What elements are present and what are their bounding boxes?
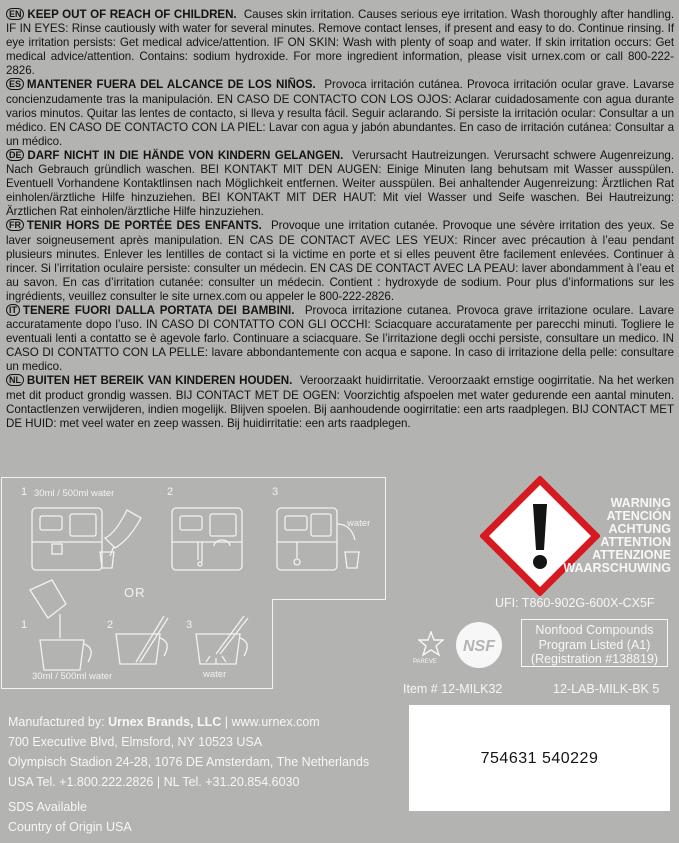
lang-badge-es: ES [6,78,24,90]
warning-heading: KEEP OUT OF REACH OF CHILDREN. [27,8,237,21]
manufacturer-prefix: Manufactured by: [8,715,109,729]
panel-frame-bottom [1,688,272,689]
step-1-label: 30ml / 500ml water [34,488,115,499]
warning-it [6,304,674,374]
machine-step-2-icon [170,500,250,580]
signal-word: WAARSCHUWING [563,560,671,575]
lang-badge-nl: NL [6,374,24,386]
pitcher-step-1-icon [28,578,108,673]
barcode-number: 754631 540229 [480,750,599,767]
barcode-area [409,705,670,811]
machine-step-1-icon [30,500,150,580]
step-3-label: water [347,518,371,529]
or-label: OR [124,585,146,600]
ufi-code: UFI: T860-902G-600X-CX5F [495,596,655,610]
warning-fr [6,219,674,304]
nonfood-line: Nonfood Compounds [535,623,654,637]
signal-word: ACHTUNG [608,521,671,536]
manufacturer-name: Urnex Brands, LLC [108,715,222,729]
manufacturer-line [8,712,369,732]
signal-words [563,497,671,574]
nsf-logo-icon [454,620,504,670]
manufacturer-info [8,712,369,792]
pitcher-step-3-icon [190,612,265,672]
lang-badge-de: DE [6,149,24,161]
pareve-star-icon [418,631,444,657]
warning-en [6,8,674,78]
signal-word: ATTENZIONE [592,547,671,562]
signal-word: WARNING [610,496,671,510]
address-us: 700 Executive Blvd, Elmsford, NY 10523 USA [8,735,263,749]
pareve-label: PAREVE [413,659,437,665]
machine-step-3-icon [275,500,370,580]
panel-frame-step [272,599,273,689]
warning-text-section [6,8,674,431]
warning-body: Causes skin irritation. Causes serious eye irritation. Wash thoroughly after handling. IF IN EYES: Rinse cautiously with water for several minutes. Remove contact lenses, if present and easy to do. Continue rinsing. If eye irritation persists: Get medical advice/attention. IF ON SKIN: Wash with plenty of soap and water. If skin irritation occurs: Get medical advice/attention. Contains: sodium hydroxide. For more ingredient information, please visit urnex.com or call 800-222-2826. [6,8,675,78]
item-number: Item # 12-MILK32 [403,682,503,696]
warning-heading: TENERE FUORI DALLA PORTATA DEI BAMBINI. [22,303,295,317]
alt-step-3-label: water [203,669,227,680]
warning-de [6,149,674,219]
warning-heading: DARF NICHT IN DIE HÄNDE VON KINDERN GELANGEN. [27,148,344,162]
nonfood-line: Program Listed (A1) [538,637,651,652]
lang-badge-en: EN [6,8,24,20]
panel-frame-left [1,477,2,688]
country-of-origin: Country of Origin USA [8,820,132,834]
alt-step-2-number: 2 [107,619,114,631]
nsf-logo-text: NSF [463,638,495,655]
warning-es [6,78,674,148]
warning-heading: TENIR HORS DE PORTÉE DES ENFANTS. [26,219,262,233]
warning-heading: BUITEN HET BEREIK VAN KINDEREN HOUDEN. [26,374,293,388]
step-2-number: 2 [167,486,174,498]
warning-body: Verursacht Hautreizungen. Verursacht schwere Augenreizung. Nach Gebrauch gründlich waschen. BEI KONTAKT MIT DEN AUGEN: Einige Minuten lang behutsam mit Wasser ausspülen. Eventuell Vorhandene Kontaktlinsen nach Möglichkeit entfernen. Weiter ausspülen. Bei anhaltender Augenreizung: Ärztlichen Rat einholen/ärztliche Hilfe hinzuziehen. BEI KONTAKT MIT DER HAUT: Mit viel Wasser und Seife waschen. Bei Hautreizung: Ärztlichen Rat einholen/ärztliche Hilfe hinzuziehen. [6,148,674,219]
nonfood-line: (Registration #138819) [530,652,659,666]
footer-notes [8,797,132,837]
lang-badge-it: IT [6,304,20,316]
nonfood-compounds-box [521,619,668,667]
warning-body: Veroorzaakt huidirritatie. Veroorzaakt ernstige oogirritatie. Na het werken met dit product grondig wassen. BIJ CONTACT MET DE OGEN: Voorzichtig afspoelen met water gedurende een aantal minuten. Contactlenzen verwijderen, indien mogelijk. Blijven spoelen. Bij aanhoudende oogirritatie: een arts raadplegen. BIJ CONTACT MET DE HUID: met veel water en zeep wassen. Bij huidirritatie: een arts raadplegen. [6,374,675,430]
warning-body: Provoque une irritation cutanée. Provoque une sévère irritation des yeux. Se laver soigneusement après manipulation. EN CAS DE CONTACT AVEC LES YEUX: Rincer avec précaution à l’eau pendant plusieurs minutes. Enlever les lentilles de contact si la victime en porte et si elles peuvent être facilement enlevées. Continuer à rincer. Si l’irritation oculaire persiste: consulter un médecin. EN CAS DE CONTACT AVEC LA PEAU: laver abondamment à l’eau et au savon. En cas d’irritation cutanée: consulter un médecin. Contient : hydroxyde de sodium. Pour plus d’informations sur les ingrédients, veuillez consulter le site urnex.com ou appeler le 800-222-2826. [6,219,674,303]
alt-step-1-number: 1 [21,619,28,631]
signal-word: ATENCIÓN [606,508,671,523]
alt-step-1-label: 30ml / 500ml water [32,671,113,682]
pitcher-step-2-icon [110,612,180,672]
lang-badge-fr: FR [6,219,24,231]
alt-step-3-number: 3 [186,619,193,631]
phone-numbers: USA Tel. +1.800.222.2826 | NL Tel. +31.20.854.6030 [8,775,300,789]
warning-heading: MANTENER FUERA DEL ALCANCE DE LOS NIÑOS. [26,78,316,92]
sds-available: SDS Available [8,800,87,814]
address-nl: Olympisch Stadion 24-28, 1076 DE Amsterdam, The Netherlands [8,755,370,769]
label-number: 12-LAB-MILK-BK 5 [553,682,660,696]
signal-word: ATTENTION [600,534,671,549]
step-3-number: 3 [272,486,279,498]
warning-nl [6,374,674,430]
step-1-number: 1 [21,486,28,498]
warning-body: Provoca irritación cutánea. Provoca irritación ocular grave. Lavarse concienzudamente tras la manipulación. EN CASO DE CONTACTO CON LOS OJOS: Aclarar cuidadosamente con agua durante varios minutos. Quitar las lentes de contacto, si lleva y resulta fácil. Seguir aclarando. Si persiste la irritación ocular: Consultar a un médico. EN CASO DE CONTACTO CON LA PIEL: Lavar con agua y jabón abundantes. En caso de irritación cutánea: Consultar a un médico. [6,78,674,148]
manufacturer-site: | www.urnex.com [221,715,320,729]
panel-frame-step-top [272,599,385,600]
warning-body: Provoca irritazione cutanea. Provoca grave irritazione oculare. Lavare accuratamente dopo l’uso. IN CASO DI CONTATTO CON GLI OCCHI: Sciacquare accuratamente per parecchi minuti. Togliere le eventuali lenti a contatto se è agevole farlo. Continuare a sciacquare. Se l’irritazione degli occhi persiste, consultare un medico. IN CASO DI CONTATTO CON LA PELLE: lavare abbondantemente con acqua e sapone. In caso di irritazione della pelle: consultare un medico. [6,303,674,374]
